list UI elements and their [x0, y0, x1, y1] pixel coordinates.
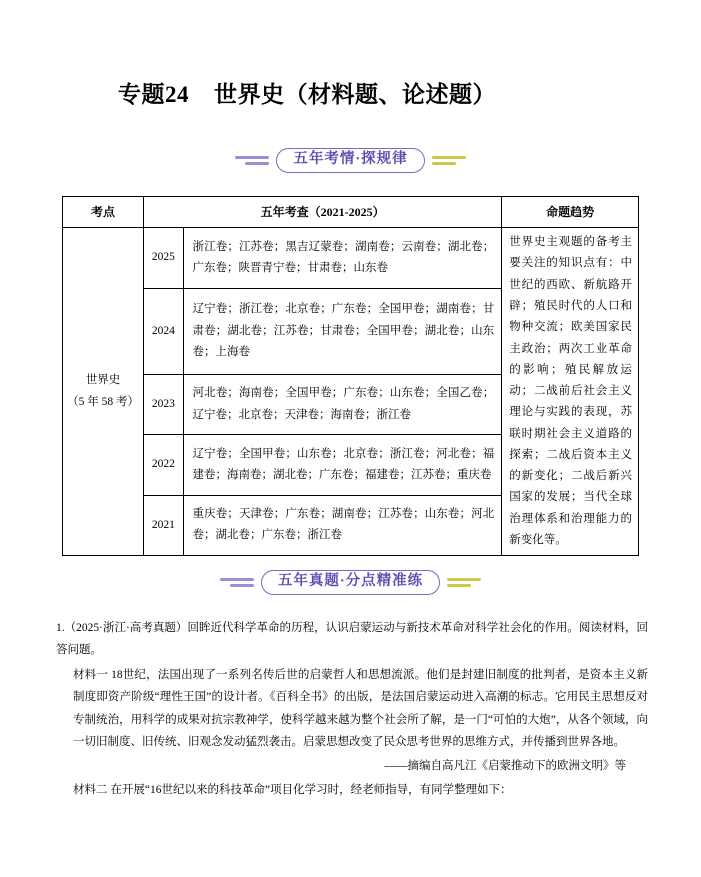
banner-left-dashes: [220, 578, 254, 586]
banner-left-dashes: [235, 156, 269, 164]
cell-year-2025: 2025: [144, 228, 183, 288]
cell-papers-2022: 辽宁卷；全国甲卷；山东卷；北京卷；浙江卷；河北卷；福建卷；海南卷；湖北卷；广东卷；福建卷；江苏卷；重庆卷: [183, 435, 502, 495]
banner-right-dashes: [447, 578, 481, 586]
cell-papers-2025: 浙江卷；江苏卷；黑吉辽蒙卷；湖南卷；云南卷；湖北卷；广东卷；陕晋青宁卷；甘肃卷；山东卷: [183, 228, 502, 288]
cell-trend: 世界史主观题的备考主要关注的知识点有：中世纪的西欧、新航路开辟；殖民时代的人口和物种交流；欧美国家民主政治；两次工业革命的影响；殖民解放运动；二战前后社会主义理论与实践的表现，苏联时期社会主义道路的探索；二战后资本主义的新变化；二战后新兴国家的发展；当代全球治理体系和治理能力的新变化等。: [502, 228, 639, 556]
question-stem-text: （2025·浙江·高考真题）回眸近代科学革命的历程，认识启蒙运动与新技术革命对科学社会化的作用。阅读材料，回答问题。: [56, 622, 648, 657]
cell-year-2022: 2022: [144, 435, 183, 495]
material-two: 材料二 在开展“16世纪以来的科技革命”项目化学习时，经老师指导，有同学整理如下：: [73, 783, 512, 796]
material-one: 材料一 18世纪，法国出现了一系列名传后世的启蒙哲人和思想流派。他们是封建旧制度的批判者，是资本主义新制度即资产阶级“理性王国”的设计者。《百科全书》的出版，是法国启蒙运动进入高潮的标志。它用民主思想反对专制统治，用科学的成果对抗宗教神学，使科学越来越为整个社会所了解，是一门“可怕的大炮”，从各个领域，向一切旧制度、旧传统、旧观念发动猛烈袭击。启蒙思想改变了民众思考世界的思维方式，并传播到世界各地。: [73, 668, 648, 749]
question-number: 1.: [56, 622, 65, 634]
title-name: 世界史（材料题、论述题）: [214, 82, 496, 107]
table-row: [63, 228, 639, 288]
kaodian-name: 世界史: [85, 374, 121, 387]
kaodian-count: （5 年 58 考）: [67, 395, 139, 408]
column-header-five-year: 五年考查（2021-2025）: [144, 197, 502, 228]
cell-papers-2023: 河北卷；海南卷；全国甲卷；广东卷；山东卷；全国乙卷；辽宁卷；北京卷；天津卷；海南卷；浙江卷: [183, 374, 502, 434]
column-header-trend: 命题趋势: [502, 197, 639, 228]
question-stem: [56, 617, 648, 662]
cell-papers-2021: 重庆卷；天津卷；广东卷；湖南卷；江苏卷；山东卷；河北卷；湖北卷；广东卷；浙江卷: [183, 495, 502, 555]
cell-kaodian: [63, 228, 144, 556]
cell-year-2023: 2023: [144, 374, 183, 434]
cell-papers-2024: 辽宁卷；浙江卷；北京卷；广东卷；全国甲卷；湖南卷；甘肃卷；湖北卷；江苏卷；甘肃卷；全国甲卷；湖北卷；山东卷；上海卷: [183, 288, 502, 374]
dash-line-icon: [447, 578, 481, 581]
dash-line-icon: [230, 584, 254, 587]
question-block: [56, 617, 648, 801]
dash-line-icon: [447, 584, 471, 587]
banner-right-dashes: [432, 156, 466, 164]
title-number: 24: [165, 82, 189, 107]
column-header-kaodian: 考点: [63, 197, 144, 228]
exam-statistics-table-wrapper: [62, 196, 639, 556]
material-one-source: ——摘编自高凡江《启蒙推动下的欧洲文明》等: [384, 759, 626, 772]
dash-line-icon: [220, 578, 254, 581]
cell-year-2024: 2024: [144, 288, 183, 374]
banner-label-practice: 五年真题·分点精准练: [261, 570, 440, 595]
dash-line-icon: [432, 162, 456, 165]
banner-practice: [0, 570, 701, 595]
banner-label-exam-trends: 五年考情·探规律: [276, 148, 424, 173]
title-prefix: 专题: [118, 82, 165, 107]
dash-line-icon: [245, 162, 269, 165]
exam-statistics-table: [62, 196, 639, 556]
cell-year-2021: 2021: [144, 495, 183, 555]
dash-line-icon: [235, 156, 269, 159]
page-title: [118, 76, 496, 109]
table-header-row: [63, 197, 639, 228]
banner-exam-trends: [0, 148, 701, 173]
dash-line-icon: [432, 156, 466, 159]
